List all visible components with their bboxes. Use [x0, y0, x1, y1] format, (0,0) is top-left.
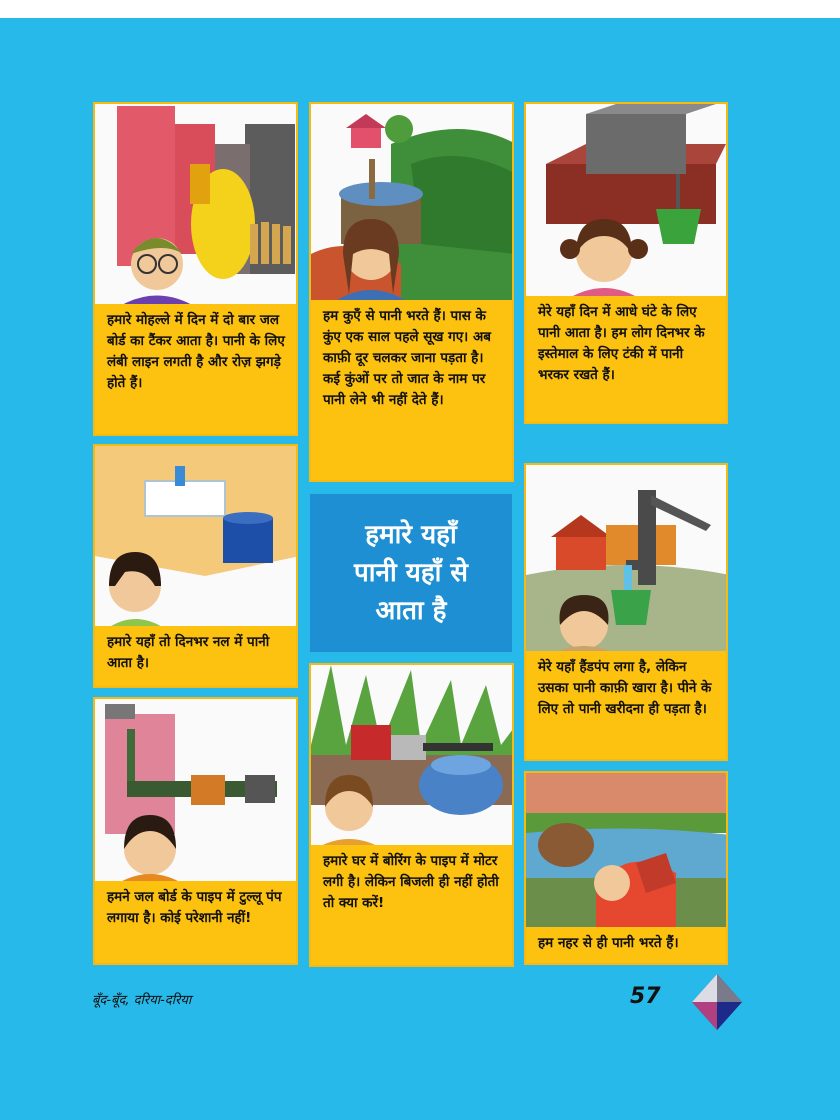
card-tap — [93, 444, 298, 688]
pipe-illustration — [95, 699, 298, 885]
card-handpump — [524, 463, 728, 761]
card-motor — [309, 663, 514, 967]
card-canal — [524, 771, 728, 965]
card-pipe — [93, 697, 298, 965]
canal-illustration — [526, 773, 728, 931]
title-line-2: पानी यहाँ से — [354, 558, 468, 588]
title-line-1: हमारे यहाँ — [365, 520, 457, 550]
card-well — [309, 102, 514, 482]
card-tank — [524, 102, 728, 424]
caption-tap: हमारे यहाँ तो दिनभर नल में पानी आता है। — [95, 626, 296, 686]
caption-pipe: हमने जल बोर्ड के पाइप में टुल्लू पंप लगाया है। कोई परेशानी नहीं! — [95, 881, 296, 963]
caption-canal: हम नहर से ही पानी भरते हैं। — [526, 927, 726, 963]
well-illustration — [311, 104, 514, 304]
diamond-icon — [692, 974, 742, 1030]
caption-tanker: हमारे मोहल्ले में दिन में दो बार जल बोर्ड का टैंकर आता है। पानी के लिए लंबी लाइन लगती है और रोज़ झगड़े होते हैं। — [95, 304, 296, 434]
book-title: बूँद-बूँद, दरिया-दरिया — [92, 993, 192, 1008]
tap-illustration — [95, 446, 298, 630]
caption-handpump: मेरे यहाँ हैंडपंप लगा है, लेकिन उसका पानी काफ़ी खारा है। पीने के लिए तो पानी खरीदना ही पड़ता है। — [526, 651, 726, 759]
caption-tank: मेरे यहाँ दिन में आधे घंटे के लिए पानी आता है। हम लोग दिनभर के इस्तेमाल के लिए टंकी में पानी भरकर रखते हैं। — [526, 296, 726, 422]
page-number: 57 — [630, 984, 661, 1009]
motor-illustration — [311, 665, 514, 849]
handpump-illustration — [526, 465, 728, 655]
tank-illustration — [526, 104, 728, 300]
caption-well: हम कुएँ से पानी भरते हैं। पास के कुंए एक साल पहले सूख गए। अब काफ़ी दूर चलकर जाना पड़ता है। कई कुंओं पर तो जात के नाम पर पानी लेने भी नहीं देते हैं। — [311, 300, 512, 480]
title-line-3: आता है — [375, 596, 447, 626]
caption-motor: हमारे घर में बोरिंग के पाइप में मोटर लगी है। लेकिन बिजली ही नहीं होती तो क्या करें! — [311, 845, 512, 965]
tanker-illustration — [95, 104, 298, 309]
chapter-title — [310, 494, 512, 652]
card-tanker — [93, 102, 298, 436]
